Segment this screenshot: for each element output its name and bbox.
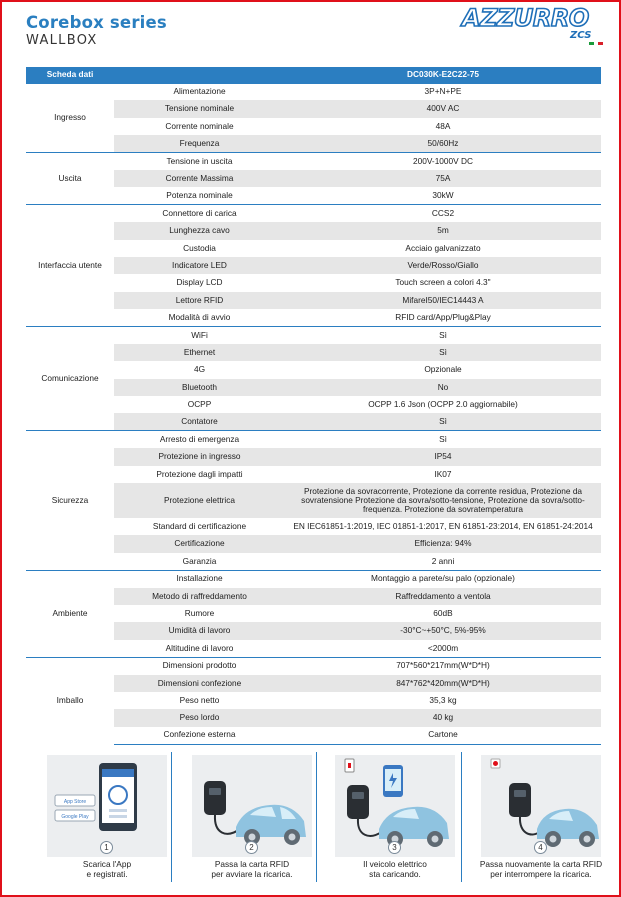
spec-value: 48A [285, 118, 601, 135]
step-caption: Il veicolo elettrico sta caricando. [363, 859, 427, 879]
spec-label: Potenza nominale [114, 187, 285, 204]
spec-value: 30kW [285, 187, 601, 204]
spec-label: Garanzia [114, 553, 285, 570]
spec-label: Dimensioni prodotto [114, 657, 285, 674]
logo-wordmark: AZZURRO [462, 4, 589, 32]
spec-label: Protezione in ingresso [114, 448, 285, 465]
spec-value: Sì [285, 413, 601, 430]
header-model: DC030K-E2C22-75 [285, 67, 601, 83]
spec-value: 2 anni [285, 553, 601, 570]
spec-label: Contatore [114, 413, 285, 430]
spec-value: No [285, 379, 601, 396]
step-number: 3 [388, 841, 401, 854]
spec-label: Altitudine di lavoro [114, 640, 285, 657]
spec-value: 3P+N+PE [285, 83, 601, 100]
spec-value: Sì [285, 431, 601, 448]
spec-label: Protezione elettrica [114, 483, 285, 518]
spec-value: MifareI50/IEC14443 A [285, 292, 601, 309]
spec-label: Indicatore LED [114, 257, 285, 274]
spec-value: RFID card/App/Plug&Play [285, 309, 601, 326]
page-subtitle: WALLBOX [26, 33, 98, 48]
step-number: 2 [245, 841, 258, 854]
spec-value: OCPP 1.6 Json (OCPP 2.0 aggiornabile) [285, 396, 601, 413]
spec-label: Ethernet [114, 344, 285, 361]
spec-value: Verde/Rosso/Giallo [285, 257, 601, 274]
spec-value: Opzionale [285, 361, 601, 378]
spec-value: 35,3 kg [285, 692, 601, 709]
step-start-rfid [192, 752, 312, 882]
group-label: Comunicazione [26, 326, 114, 430]
spec-label: Certificazione [114, 535, 285, 552]
spec-label: Corrente nominale [114, 118, 285, 135]
spec-value: Acciaio galvanizzato [285, 240, 601, 257]
spec-row [26, 153, 601, 170]
step-number: 4 [534, 841, 547, 854]
step-download-app [47, 752, 167, 882]
header-label: Scheda dati [26, 67, 114, 83]
spec-label: Display LCD [114, 274, 285, 291]
spec-label: Frequenza [114, 135, 285, 152]
spec-label: Tensione nominale [114, 100, 285, 117]
spec-value: Montaggio a parete/su palo (opzionale) [285, 570, 601, 587]
spec-value: IK07 [285, 466, 601, 483]
spec-label: WiFi [114, 326, 285, 343]
spec-label: 4G [114, 361, 285, 378]
app-store-badge: App Store [63, 799, 87, 805]
spec-label: Installazione [114, 570, 285, 587]
spec-label: Connettore di carica [114, 205, 285, 222]
azzurro-logo [462, 4, 608, 50]
spec-label: Tensione in uscita [114, 153, 285, 170]
spec-value: 707*560*217mm(W*D*H) [285, 657, 601, 674]
spec-label: Lettore RFID [114, 292, 285, 309]
italy-flag-icon [589, 42, 603, 45]
spec-label: Arresto di emergenza [114, 431, 285, 448]
group-label: Ingresso [26, 83, 114, 153]
divider [461, 752, 462, 882]
step-number: 1 [100, 841, 113, 854]
spec-label: Alimentazione [114, 83, 285, 100]
spec-value: IP54 [285, 448, 601, 465]
spec-row [26, 83, 601, 100]
spec-value: Protezione da sovracorrente, Protezione da corrente residua, Protezione da sovratensione Protezione da sovra/sotto-tensione, Protezione da sovra/sotto-frequenza. Protezione da sovratemperatura [285, 483, 601, 518]
spec-label: Umidità di lavoro [114, 622, 285, 639]
spec-label: Dimensioni confezione [114, 675, 285, 692]
spec-label: Metodo di raffreddamento [114, 588, 285, 605]
group-label: Ambiente [26, 570, 114, 657]
spec-table [26, 67, 601, 745]
spec-value: 847*762*420mm(W*D*H) [285, 675, 601, 692]
spec-value: Efficienza: 94% [285, 535, 601, 552]
spec-row [26, 570, 601, 587]
spec-row [26, 431, 601, 448]
spec-value: 75A [285, 170, 601, 187]
spec-value: 5m [285, 222, 601, 239]
page-title: Corebox series [26, 13, 167, 32]
step-caption: Passa la carta RFID per avviare la ricarica. [211, 859, 293, 879]
spec-value: 40 kg [285, 709, 601, 726]
spec-value: 60dB [285, 605, 601, 622]
step-stop-rfid [481, 752, 601, 882]
step-charging [335, 752, 455, 882]
group-label: Imballo [26, 657, 114, 744]
spec-label: OCPP [114, 396, 285, 413]
group-label: Interfaccia utente [26, 205, 114, 327]
spec-value: -30°C~+50°C, 5%-95% [285, 622, 601, 639]
spec-label: Corrente Massima [114, 170, 285, 187]
step-caption: Scarica l'App e registrati. [82, 859, 132, 879]
spec-row [26, 326, 601, 343]
spec-value: CCS2 [285, 205, 601, 222]
group-label: Uscita [26, 153, 114, 205]
spec-value: Raffreddamento a ventola [285, 588, 601, 605]
step-caption: Passa nuovamente la carta RFID per interrompere la ricarica. [479, 859, 603, 879]
spec-value: Touch screen a colori 4.3" [285, 274, 601, 291]
spec-value: Cartone [285, 727, 601, 744]
spec-value: 50/60Hz [285, 135, 601, 152]
spec-row [26, 657, 601, 674]
divider [316, 752, 317, 882]
spec-label: Custodia [114, 240, 285, 257]
spec-label: Rumore [114, 605, 285, 622]
spec-label: Protezione dagli impatti [114, 466, 285, 483]
header [26, 13, 167, 48]
spec-value: Sì [285, 344, 601, 361]
divider [171, 752, 172, 882]
spec-label: Confezione esterna [114, 727, 285, 744]
spec-label: Bluetooth [114, 379, 285, 396]
spec-value: 400V AC [285, 100, 601, 117]
spec-label: Peso lordo [114, 709, 285, 726]
google-play-badge: Google Play [61, 814, 89, 820]
spec-value: Sì [285, 326, 601, 343]
spec-label: Modalità di avvio [114, 309, 285, 326]
group-label: Sicurezza [26, 431, 114, 570]
spec-table-header [26, 67, 601, 83]
spec-value: 200V-1000V DC [285, 153, 601, 170]
spec-label: Standard di certificazione [114, 518, 285, 535]
spec-value: EN IEC61851-1:2019, IEC 01851-1:2017, EN 61851-23:2014, EN 61851-24:2014 [285, 518, 601, 535]
usage-steps [26, 752, 601, 882]
logo-zcs: ZCS [570, 30, 592, 41]
spec-value: <2000m [285, 640, 601, 657]
spec-row [26, 205, 601, 222]
spec-label: Peso netto [114, 692, 285, 709]
spec-label: Lunghezza cavo [114, 222, 285, 239]
